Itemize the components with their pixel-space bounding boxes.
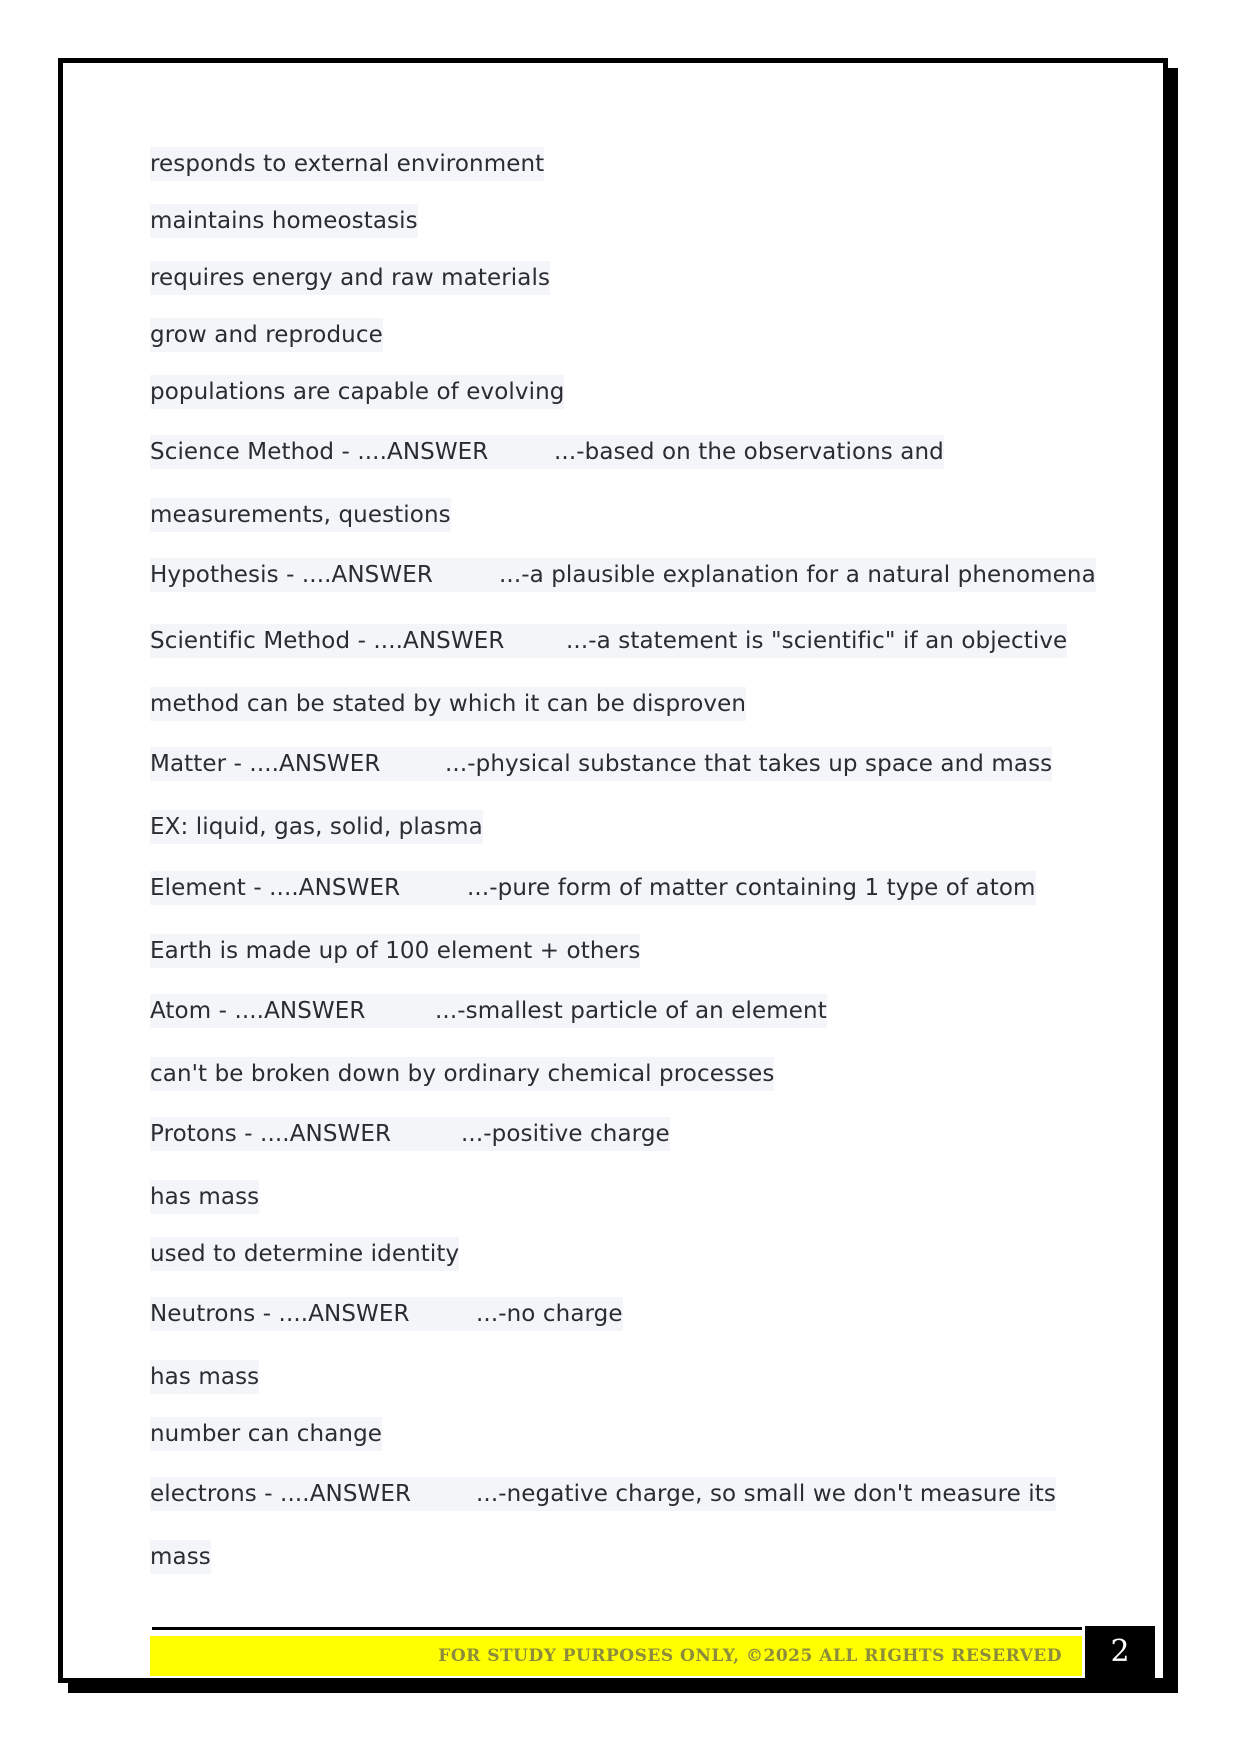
term-label: Hypothesis - ....ANSWER bbox=[150, 562, 433, 588]
text-line: populations are capable of evolving bbox=[150, 375, 564, 409]
term-label: Matter - ....ANSWER bbox=[150, 751, 381, 777]
answer-text: ...-negative charge, so small we don't measure its bbox=[476, 1481, 1056, 1507]
answer-text: ...-pure form of matter containing 1 type of atom bbox=[467, 875, 1036, 901]
answer-text: ...-a statement is "scientific" if an objective bbox=[566, 628, 1068, 654]
term-label: Atom - ....ANSWER bbox=[150, 998, 366, 1024]
text-line: measurements, questions bbox=[150, 498, 451, 532]
text-line: Earth is made up of 100 element + others bbox=[150, 934, 640, 968]
definition-scientific-method bbox=[150, 624, 1067, 658]
term-label: electrons - ....ANSWER bbox=[150, 1481, 412, 1507]
page-number: 2 bbox=[1110, 1634, 1130, 1669]
footer-rule bbox=[152, 1627, 1082, 1630]
definition-protons bbox=[150, 1117, 670, 1151]
answer-text: ...-a plausible explanation for a natural phenomena bbox=[499, 562, 1096, 588]
definition-hypothesis bbox=[150, 558, 1096, 592]
text-line: maintains homeostasis bbox=[150, 204, 418, 238]
text-line: grow and reproduce bbox=[150, 318, 383, 352]
definition-element bbox=[150, 871, 1036, 905]
definition-matter bbox=[150, 747, 1052, 781]
text-line: has mass bbox=[150, 1180, 259, 1214]
answer-text: ...-no charge bbox=[476, 1301, 623, 1327]
page-number-box bbox=[1085, 1626, 1155, 1678]
definition-science-method bbox=[150, 435, 944, 469]
term-label: Neutrons - ....ANSWER bbox=[150, 1301, 410, 1327]
term-label: Element - ....ANSWER bbox=[150, 875, 401, 901]
text-line: responds to external environment bbox=[150, 147, 544, 181]
text-line: number can change bbox=[150, 1417, 382, 1451]
text-line: used to determine identity bbox=[150, 1237, 459, 1271]
term-label: Scientific Method - ....ANSWER bbox=[150, 628, 505, 654]
term-label: Science Method - ....ANSWER bbox=[150, 439, 489, 465]
text-line: method can be stated by which it can be disproven bbox=[150, 687, 746, 721]
term-label: Protons - ....ANSWER bbox=[150, 1121, 392, 1147]
answer-text: ...-smallest particle of an element bbox=[435, 998, 827, 1024]
definition-atom bbox=[150, 994, 827, 1028]
text-line: requires energy and raw materials bbox=[150, 261, 550, 295]
definition-electrons bbox=[150, 1477, 1056, 1511]
footer-notice: FOR STUDY PURPOSES ONLY, ©2025 ALL RIGHTS RESERVED bbox=[438, 1646, 1062, 1666]
answer-text: ...-physical substance that takes up space and mass bbox=[445, 751, 1053, 777]
text-line: mass bbox=[150, 1540, 211, 1574]
definition-neutrons bbox=[150, 1297, 623, 1331]
answer-text: ...-based on the observations and bbox=[554, 439, 944, 465]
text-line: EX: liquid, gas, solid, plasma bbox=[150, 810, 483, 844]
footer-bar bbox=[150, 1636, 1082, 1676]
text-line: can't be broken down by ordinary chemical processes bbox=[150, 1057, 774, 1091]
answer-text: ...-positive charge bbox=[461, 1121, 670, 1147]
text-line: has mass bbox=[150, 1360, 259, 1394]
